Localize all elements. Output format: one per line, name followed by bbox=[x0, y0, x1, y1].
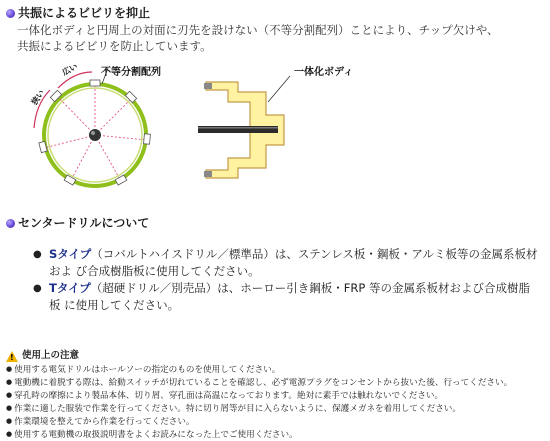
list-item bbox=[33, 280, 538, 314]
wide-label: 広い bbox=[60, 61, 80, 78]
list-item bbox=[33, 246, 538, 280]
drill-highlight bbox=[198, 127, 278, 129]
drill-type-list bbox=[33, 246, 538, 314]
caution-line: ● 電動機に着脱する際は、給動スイッチが切れていることを確認し、必ず電源プラグをコンセントから抜いた後、行ってください。 bbox=[6, 376, 546, 389]
bullet-icon bbox=[6, 219, 15, 228]
unequal-division-label: 不等分割配列 bbox=[101, 67, 161, 78]
drill-type-name: Tタイプ bbox=[49, 281, 91, 295]
cautions-title bbox=[6, 350, 546, 362]
drill-type-text: （超硬ドリル／別売品）は、ホーロー引き鋼板・FRP 等の金属系板材および合成樹脂板 に使用してください。 bbox=[49, 281, 530, 312]
caution-line: ● 使用する電動機の取扱説明書をよくお読みになった上でご使用ください。 bbox=[6, 428, 546, 441]
section-description-line2: 共振によるビビリを防止しています。 bbox=[17, 39, 212, 53]
caution-line: ● 使用する電気ドリルはホールソーの指定のものを使用してください。 bbox=[6, 363, 546, 376]
caution-line: ● 穿孔時の摩擦により製品本体、切り屑、穿孔面は高温になっております。絶対に素手では触れないでください。 bbox=[6, 389, 546, 402]
section-heading-center-drill bbox=[6, 214, 149, 231]
section-title: センタードリルについて bbox=[18, 216, 150, 230]
warning-mark: ! bbox=[10, 352, 14, 362]
warning-icon bbox=[6, 351, 18, 362]
drill-type-text: （コバルトハイスドリル／標準品）は、ステンレス板・鋼板・アルミ板等の金属系板材およ び合成樹脂板に使用してください。 bbox=[49, 247, 538, 278]
integrated-body-label: 一体化ボディ bbox=[294, 67, 354, 78]
drill-type-name: Sタイプ bbox=[49, 247, 92, 261]
section-title: 共振によるビビリを抑止 bbox=[18, 6, 151, 20]
integrated-body-diagram bbox=[198, 60, 358, 200]
tip-top bbox=[204, 83, 212, 89]
caution-line: ● 作業に適した服装で作業を行ってください。特に切り屑等が目に入らないように、保護メガネを着用してください。 bbox=[6, 402, 546, 415]
usage-cautions bbox=[6, 350, 546, 441]
tip-bottom bbox=[204, 171, 212, 177]
unequal-division-diagram bbox=[22, 58, 182, 208]
caution-line: ● 作業環境を整えてから作業を行ってください。 bbox=[6, 415, 546, 428]
center-highlight bbox=[91, 131, 95, 135]
bullet-icon bbox=[6, 9, 15, 18]
section-heading-resonance bbox=[6, 4, 150, 21]
section-description-line1: 一体化ボディと円周上の対面に刃先を設けない（不等分割配列）ことにより、チップ欠けや、 bbox=[17, 23, 499, 37]
cautions-title-text: 使用上の注意 bbox=[22, 350, 80, 361]
body-label-leader bbox=[268, 76, 290, 102]
center-drill-dot bbox=[89, 129, 101, 141]
narrow-label: 狭い bbox=[29, 88, 47, 107]
